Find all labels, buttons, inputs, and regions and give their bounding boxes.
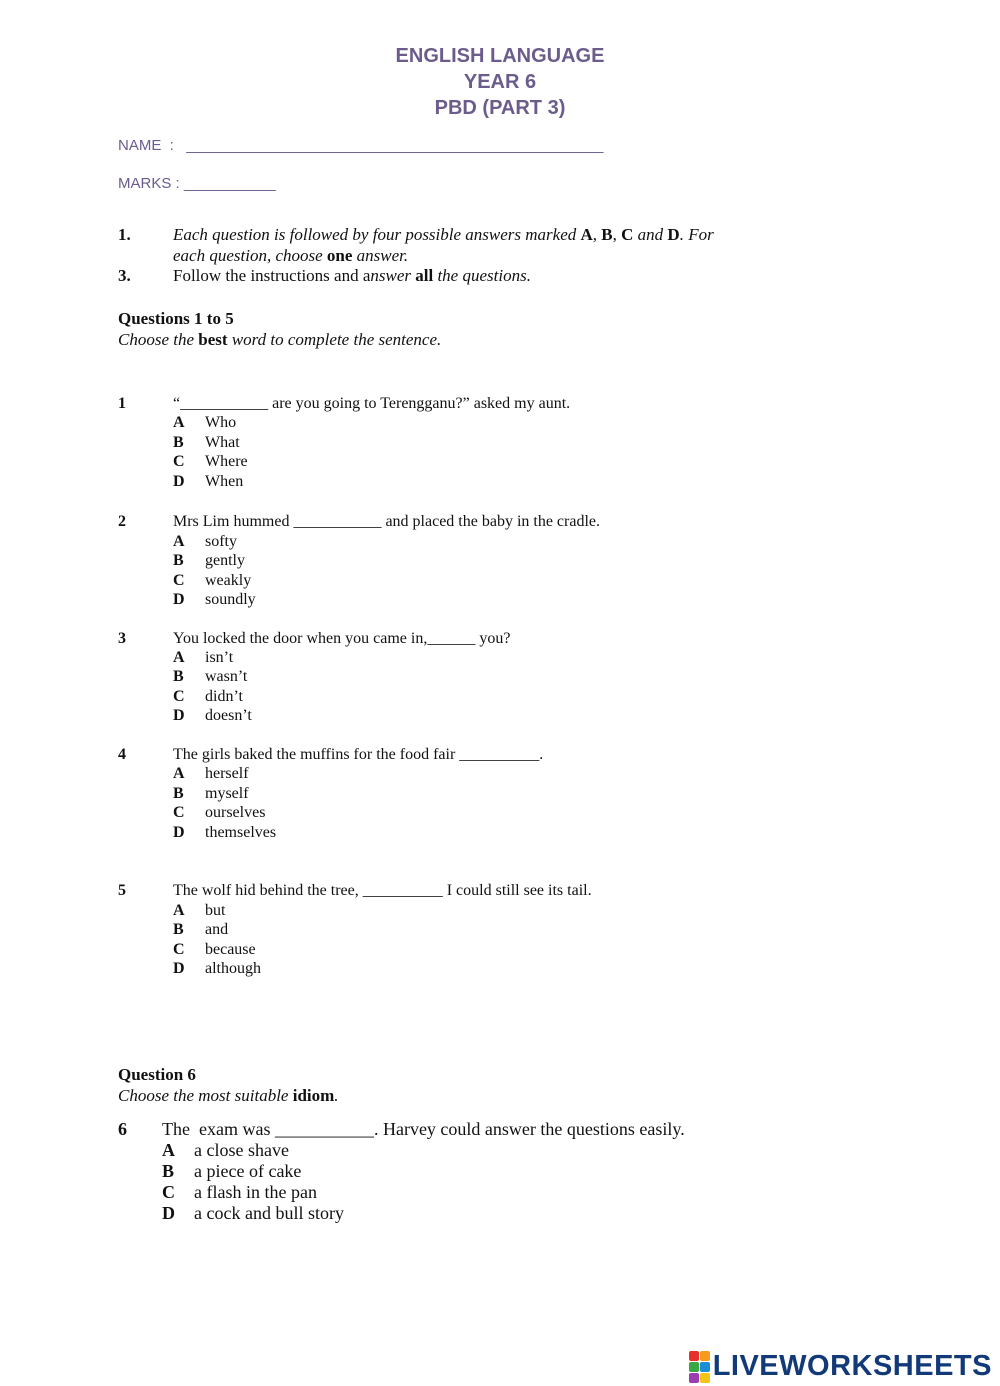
option-text[interactable]: When [205,473,244,490]
option-text[interactable]: wasn’t [205,668,248,685]
option-letter[interactable]: A [162,1140,175,1160]
option-letter[interactable]: C [173,804,185,821]
option-letter[interactable]: A [173,649,185,666]
option-text[interactable]: doesn’t [205,707,252,724]
option-text[interactable]: didn’t [205,688,243,705]
option-text[interactable]: a piece of cake [194,1161,302,1181]
option-letter[interactable]: A [173,902,185,919]
question-number: 5 [118,882,126,899]
option-text[interactable]: herself [205,765,249,782]
logo-blocks-icon [689,1351,710,1383]
logo-block [700,1351,710,1361]
option-letter[interactable]: C [173,688,185,705]
question-text: “___________ are you going to Terengganu?” asked my aunt. [173,395,571,412]
option-letter[interactable]: D [173,473,185,490]
question-text: You locked the door when you came in,______ you? [173,630,511,647]
option-text[interactable]: but [205,902,226,919]
question-text: Mrs Lim hummed ___________ and placed the baby in the cradle. [173,513,601,530]
question-text: The wolf hid behind the tree, __________ I could still see its tail. [173,882,592,899]
option-text[interactable]: isn’t [205,649,234,666]
question-number: 1 [118,395,126,412]
question-text: The exam was ___________. Harvey could answer the questions easily. [162,1119,685,1139]
marks-field[interactable]: MARKS : ___________ [118,175,276,192]
option-text[interactable]: softy [205,533,237,550]
logo-block [689,1373,699,1383]
option-letter[interactable]: B [173,785,184,802]
option-text[interactable]: themselves [205,824,277,841]
logo-block [700,1373,710,1383]
option-letter[interactable]: C [173,941,185,958]
option-text[interactable]: because [205,941,256,958]
option-text[interactable]: gently [205,552,245,569]
option-text[interactable]: a close shave [194,1140,289,1160]
instruction-1-number: 1. [118,225,131,244]
option-letter[interactable]: D [162,1203,175,1223]
option-text[interactable]: a flash in the pan [194,1182,317,1202]
section-2-instruction: Choose the most suitable idiom. [118,1086,339,1105]
option-text[interactable]: myself [205,785,249,802]
liveworksheets-logo[interactable] [689,1350,992,1383]
instruction-1-text: Each question is followed by four possible answers marked A, B, C and D. For each question, choose one answer. [173,225,714,265]
title-line-3: PBD (PART 3) [434,97,566,119]
option-letter[interactable]: A [173,765,185,782]
option-letter[interactable]: B [173,668,184,685]
section-1-instruction: Choose the best word to complete the sentence. [118,330,442,349]
instruction-3-number: 3. [118,266,131,285]
question-number: 2 [118,513,126,530]
option-letter[interactable]: B [173,552,184,569]
option-text[interactable]: although [205,960,261,977]
section-2-heading: Question 6 [118,1065,196,1084]
option-letter[interactable]: B [173,434,184,451]
instruction-3-text: Follow the instructions and answer all the questions. [173,266,531,285]
section-1-heading: Questions 1 to 5 [118,309,234,328]
option-letter[interactable]: C [173,453,185,470]
option-letter[interactable]: D [173,591,185,608]
question-number: 4 [118,746,126,763]
option-letter[interactable]: D [173,824,185,841]
option-letter[interactable]: C [162,1182,175,1202]
option-text[interactable]: weakly [205,572,252,589]
option-text[interactable]: a cock and bull story [194,1203,344,1223]
option-letter[interactable]: D [173,960,185,977]
option-letter[interactable]: B [173,921,184,938]
title-line-2: YEAR 6 [463,71,537,93]
name-field[interactable]: NAME : __________________________________________________ [118,137,604,154]
question-text: The girls baked the muffins for the food fair __________. [173,746,544,763]
option-text[interactable]: soundly [205,591,256,608]
option-text[interactable]: and [205,921,229,938]
option-text[interactable]: ourselves [205,804,266,821]
logo-text: LIVEWORKSHEETS [712,1350,992,1382]
option-letter[interactable]: A [173,414,185,431]
logo-block [689,1362,699,1372]
option-letter[interactable]: D [173,707,185,724]
question-number: 3 [118,630,126,647]
title-line-1: ENGLISH LANGUAGE [395,45,605,67]
option-letter[interactable]: A [173,533,185,550]
option-letter[interactable]: C [173,572,185,589]
option-text[interactable]: Who [205,414,237,431]
logo-block [700,1362,710,1372]
logo-block [689,1351,699,1361]
option-letter[interactable]: B [162,1161,175,1181]
question-number: 6 [118,1119,127,1139]
option-text[interactable]: Where [205,453,248,470]
option-text[interactable]: What [205,434,240,451]
